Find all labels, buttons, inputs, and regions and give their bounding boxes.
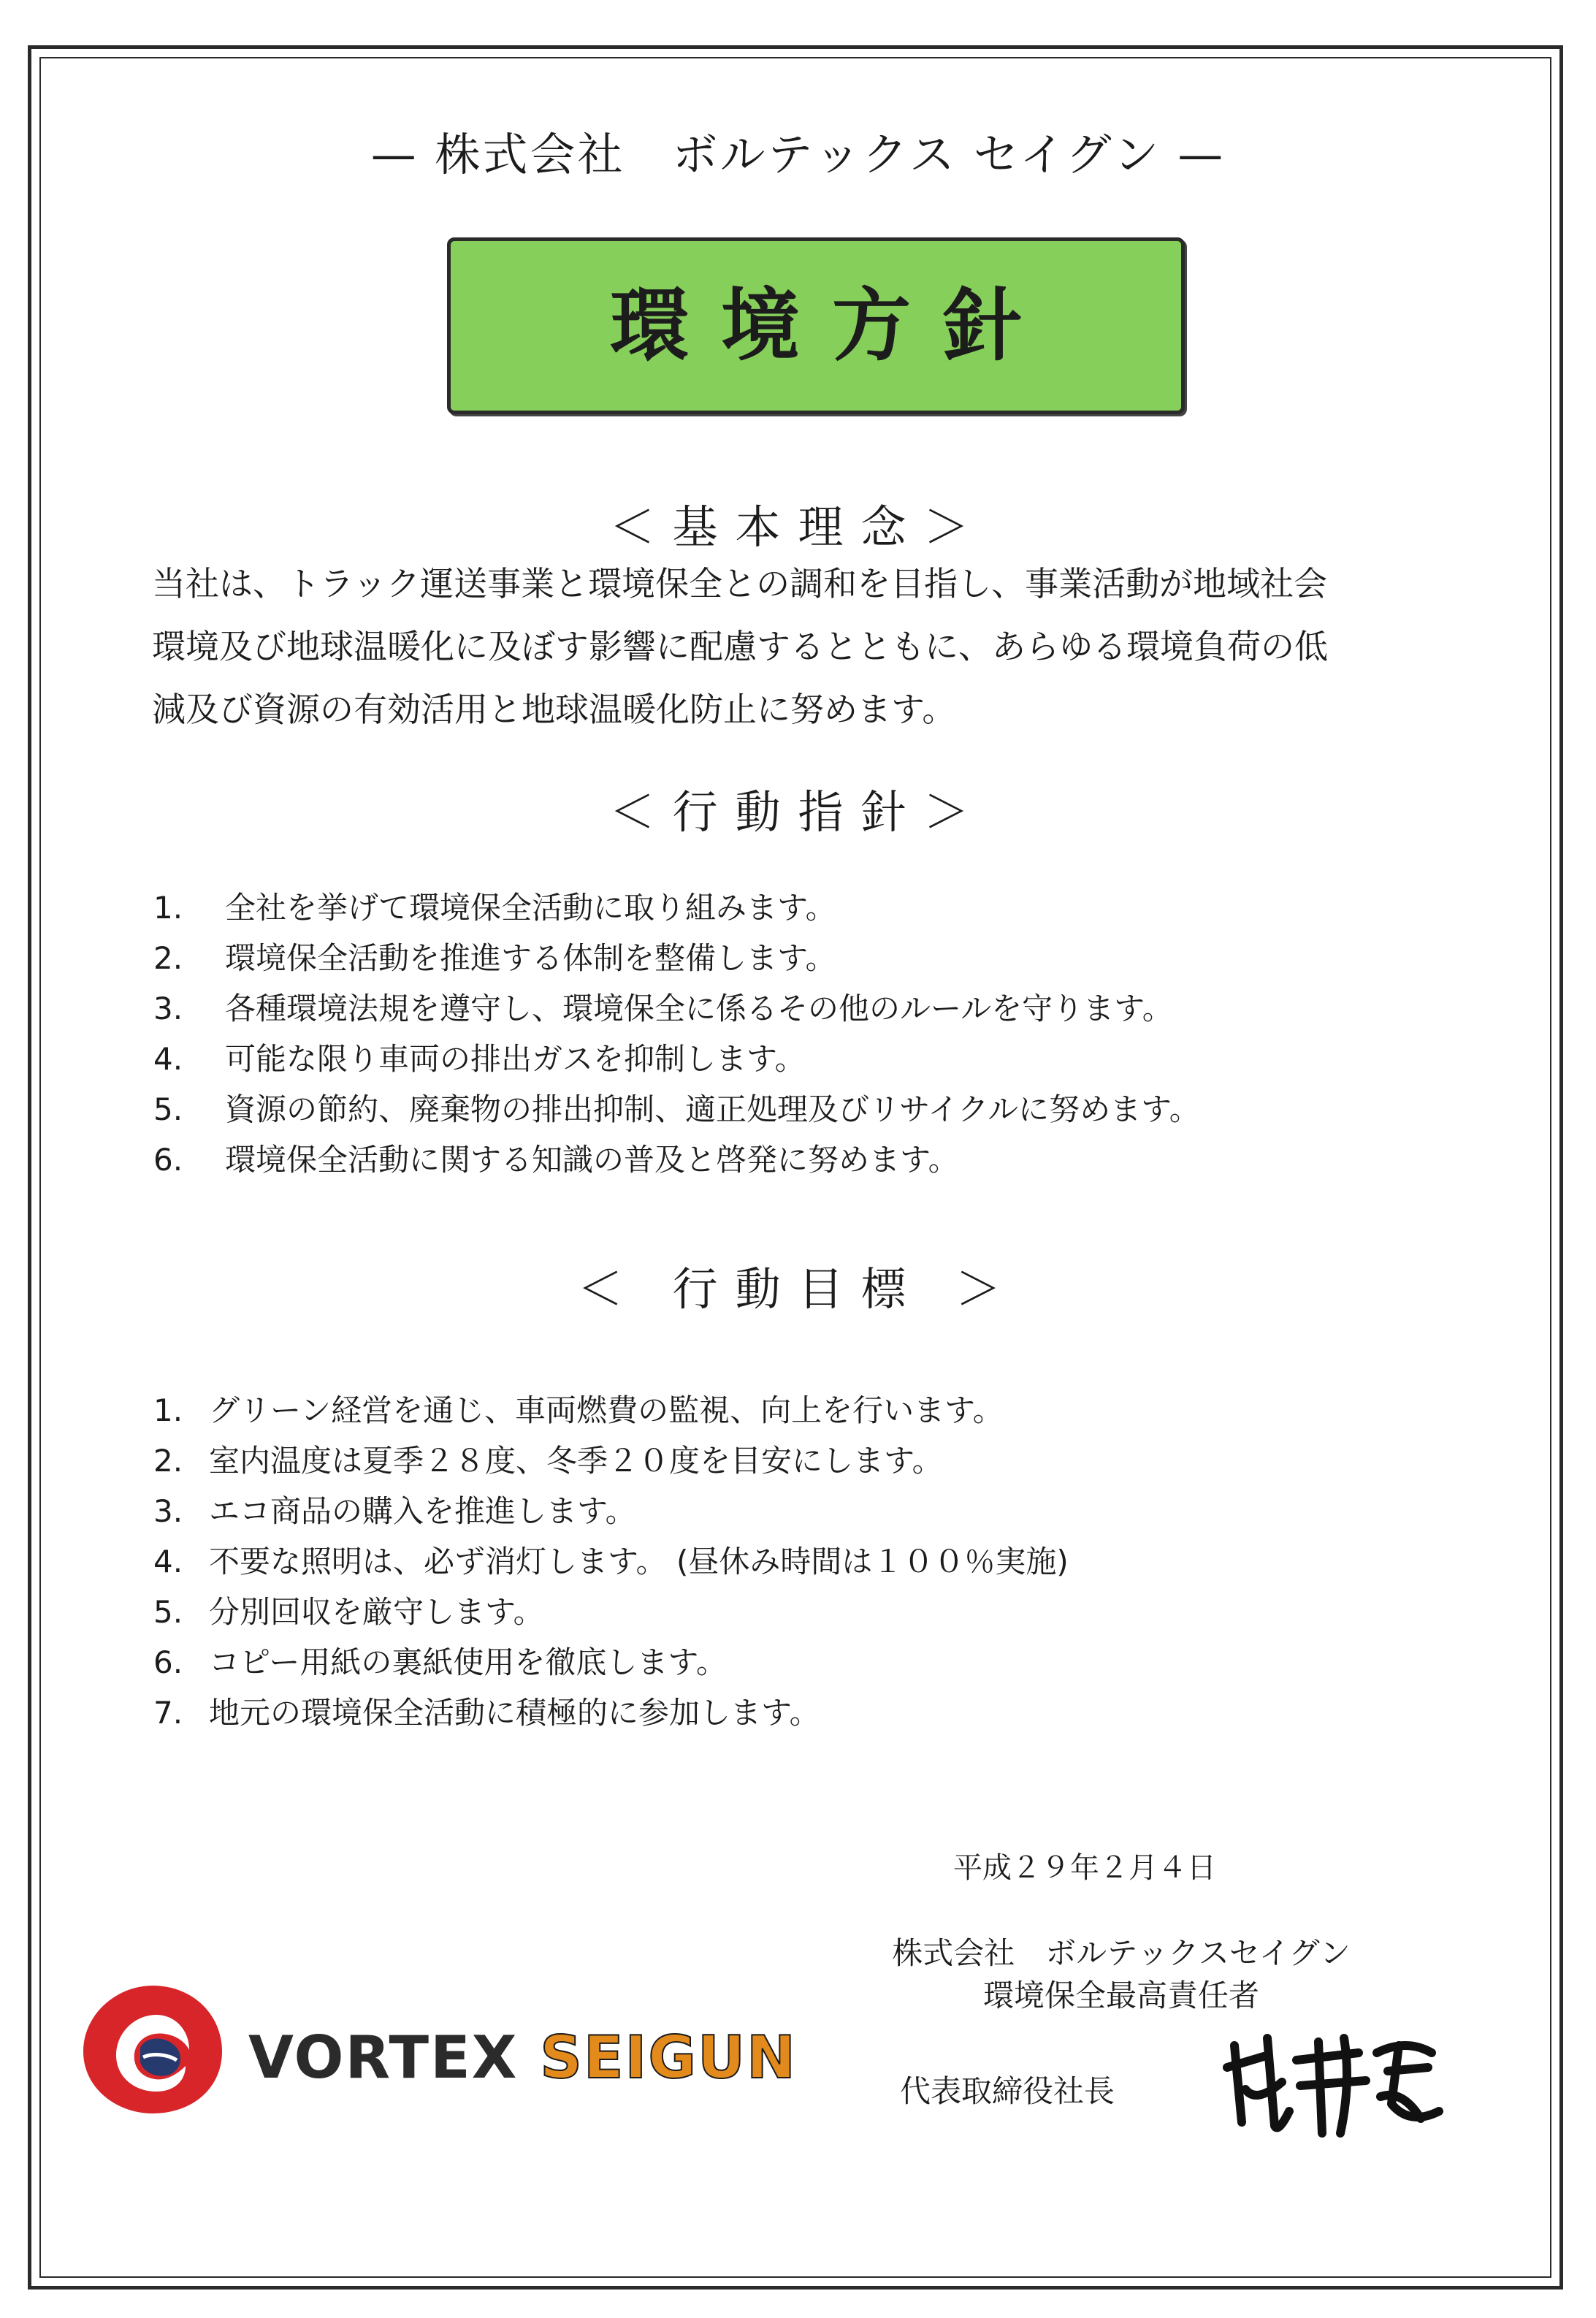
signature-icon bbox=[1213, 2024, 1454, 2140]
list-item bbox=[153, 934, 1200, 985]
goals-heading: ＜ 行動目標 ＞ bbox=[577, 1262, 1019, 1316]
item-number: 2. bbox=[153, 1443, 183, 1479]
philosophy-heading: ＜基本理念＞ bbox=[609, 500, 987, 554]
list-item bbox=[153, 884, 1200, 934]
list-item bbox=[153, 1639, 1069, 1689]
list-item bbox=[153, 1588, 1069, 1639]
item-number: 5. bbox=[153, 1091, 183, 1127]
signatory-company-name: 株式会社 ボルテックスセイグン bbox=[892, 1935, 1351, 1971]
guidelines-list bbox=[153, 884, 1200, 1186]
item-text: 地元の環境保全活動に積極的に参加します。 bbox=[209, 1695, 820, 1731]
philosophy-line: 当社は、トラック運送事業と環境保全との調和を目指し、事業活動が地域社会 bbox=[152, 564, 1328, 603]
philosophy-text bbox=[152, 552, 1496, 741]
list-item bbox=[153, 1487, 1069, 1538]
item-text: 可能な限り車両の排出ガスを抑制します。 bbox=[225, 1041, 806, 1077]
philosophy-line: 環境及び地球温暖化に及ぼす影響に配慮するとともに、あらゆる環境負荷の低 bbox=[152, 627, 1328, 666]
list-item bbox=[153, 1387, 1069, 1437]
list-item bbox=[153, 1437, 1069, 1487]
list-item bbox=[153, 1086, 1200, 1136]
item-text: 環境保全活動を推進する体制を整備します。 bbox=[225, 940, 836, 976]
item-number: 2. bbox=[153, 940, 183, 976]
signatory-position: 代表取締役社長 bbox=[900, 2073, 1115, 2109]
item-text: 資源の節約、廃棄物の排出抑制、適正処理及びリサイクルに努めます。 bbox=[225, 1091, 1200, 1127]
list-item bbox=[153, 1538, 1069, 1588]
item-text: 環境保全活動に関する知識の普及と啓発に努めます。 bbox=[225, 1142, 959, 1178]
list-item bbox=[153, 985, 1200, 1035]
item-number: 5. bbox=[153, 1594, 183, 1630]
item-text: 分別回収を厳守します。 bbox=[209, 1594, 544, 1630]
page-title: 環境方針 bbox=[609, 280, 1054, 372]
company-header: — 株式会社 ボルテックス セイグン — bbox=[370, 128, 1226, 181]
item-number: 3. bbox=[153, 1493, 183, 1529]
handwritten-signature bbox=[1213, 2024, 1454, 2143]
list-item bbox=[153, 1136, 1200, 1186]
item-number: 3. bbox=[153, 991, 183, 1026]
list-item bbox=[153, 1035, 1200, 1086]
logo-word-vortex: VORTEX bbox=[248, 2024, 519, 2092]
item-number: 7. bbox=[153, 1695, 183, 1731]
company-logo bbox=[76, 1978, 229, 2120]
logo-wordmark bbox=[248, 2024, 797, 2092]
logo-word-seigun: SEIGUN bbox=[540, 2024, 797, 2092]
item-text: コピー用紙の裏紙使用を徹底します。 bbox=[209, 1644, 727, 1680]
item-number: 4. bbox=[153, 1041, 183, 1077]
item-text: 全社を挙げて環境保全活動に取り組みます。 bbox=[225, 890, 836, 926]
item-number: 6. bbox=[153, 1142, 183, 1178]
item-text: 不要な照明は、必ず消灯します。 (昼休み時間は１００％実施) bbox=[209, 1544, 1069, 1579]
item-text: グリーン経営を通じ、車両燃費の監視、向上を行います。 bbox=[209, 1392, 1004, 1428]
item-number: 6. bbox=[153, 1644, 183, 1680]
item-number: 1. bbox=[153, 1392, 183, 1428]
philosophy-line: 減及び資源の有効活用と地球温暖化防止に努めます。 bbox=[152, 690, 956, 729]
guidelines-heading: ＜行動指針＞ bbox=[609, 785, 987, 839]
item-text: エコ商品の購入を推進します。 bbox=[209, 1493, 636, 1529]
issue-date: 平成２９年２月４日 bbox=[953, 1851, 1216, 1885]
item-number: 4. bbox=[153, 1544, 183, 1579]
item-text: 各種環境法規を遵守し、環境保全に係るその他のルールを守ります。 bbox=[225, 991, 1173, 1026]
goals-list bbox=[153, 1387, 1069, 1739]
vortex-logo-icon bbox=[76, 1978, 229, 2117]
title-box bbox=[447, 237, 1185, 414]
item-number: 1. bbox=[153, 890, 183, 926]
list-item bbox=[153, 1689, 1069, 1739]
signatory-company bbox=[866, 1932, 1377, 2017]
signatory-role: 環境保全最高責任者 bbox=[982, 1978, 1259, 2013]
item-text: 室内温度は夏季２８度、冬季２０度を目安にします。 bbox=[209, 1443, 943, 1479]
